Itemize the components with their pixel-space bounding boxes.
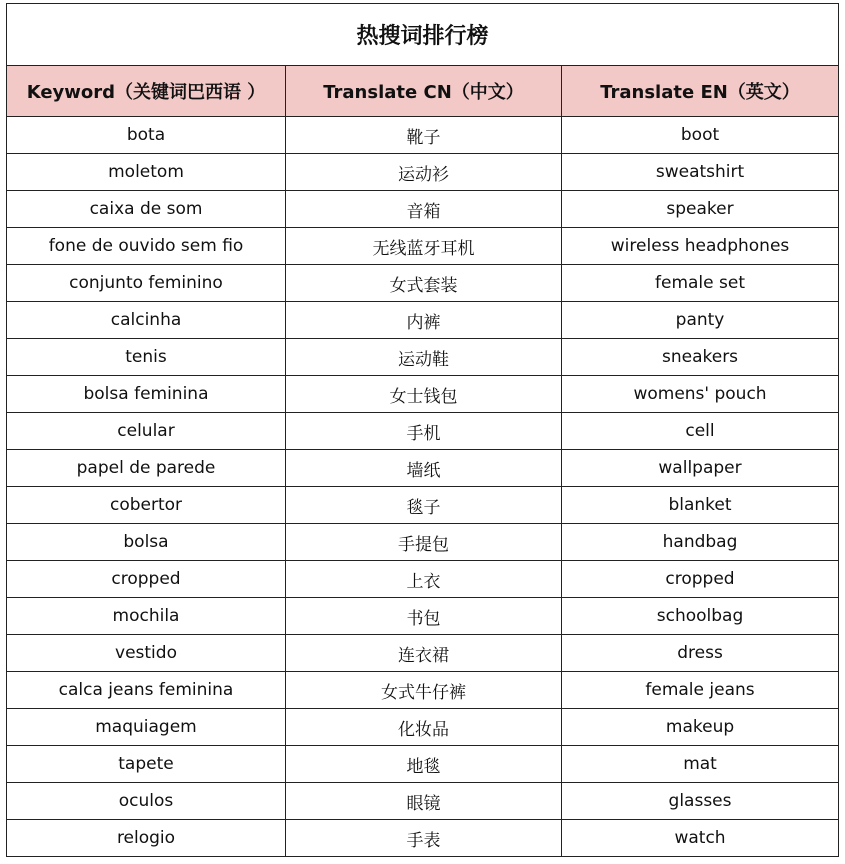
translate-cn-cell: 墙纸 (286, 450, 562, 487)
translate-cn-cell: 女式牛仔裤 (286, 672, 562, 709)
translate-en-cell: sweatshirt (562, 154, 839, 191)
keyword-cell: bolsa feminina (7, 376, 286, 413)
translate-cn-cell: 靴子 (286, 117, 562, 154)
translate-en-cell: panty (562, 302, 839, 339)
translate-cn-cell: 地毯 (286, 746, 562, 783)
translate-cn-cell: 手表 (286, 820, 562, 857)
translate-en-cell: boot (562, 117, 839, 154)
table-row (7, 561, 839, 598)
keyword-cell: conjunto feminino (7, 265, 286, 302)
translate-cn-cell: 上衣 (286, 561, 562, 598)
table-row (7, 450, 839, 487)
hot-keywords-table (6, 3, 839, 857)
table-row (7, 487, 839, 524)
translate-en-cell: cropped (562, 561, 839, 598)
table-row (7, 339, 839, 376)
keyword-cell: fone de ouvido sem fio (7, 228, 286, 265)
table-row (7, 265, 839, 302)
translate-cn-cell: 运动衫 (286, 154, 562, 191)
translate-en-cell: wallpaper (562, 450, 839, 487)
translate-en-cell: handbag (562, 524, 839, 561)
table-title: 热搜词排行榜 (7, 4, 839, 66)
translate-en-cell: schoolbag (562, 598, 839, 635)
table-row (7, 302, 839, 339)
header-translate-cn: Translate CN（中文） (286, 66, 562, 117)
translate-cn-cell: 眼镜 (286, 783, 562, 820)
translate-cn-cell: 毯子 (286, 487, 562, 524)
translate-cn-cell: 手提包 (286, 524, 562, 561)
keyword-cell: celular (7, 413, 286, 450)
translate-en-cell: cell (562, 413, 839, 450)
table-row (7, 598, 839, 635)
translate-en-cell: watch (562, 820, 839, 857)
translate-cn-cell: 无线蓝牙耳机 (286, 228, 562, 265)
translate-en-cell: makeup (562, 709, 839, 746)
keyword-cell: cobertor (7, 487, 286, 524)
keyword-cell: bolsa (7, 524, 286, 561)
keyword-cell: tapete (7, 746, 286, 783)
table-row (7, 524, 839, 561)
header-translate-en: Translate EN（英文） (562, 66, 839, 117)
keyword-cell: oculos (7, 783, 286, 820)
table-row (7, 413, 839, 450)
translate-cn-cell: 音箱 (286, 191, 562, 228)
table-row (7, 820, 839, 857)
translate-cn-cell: 女士钱包 (286, 376, 562, 413)
translate-cn-cell: 内裤 (286, 302, 562, 339)
keyword-cell: caixa de som (7, 191, 286, 228)
table-row (7, 709, 839, 746)
table-row (7, 746, 839, 783)
hot-keywords-table-container (6, 3, 838, 857)
translate-cn-cell: 运动鞋 (286, 339, 562, 376)
table-row (7, 635, 839, 672)
table-row (7, 672, 839, 709)
keyword-cell: calca jeans feminina (7, 672, 286, 709)
keyword-cell: mochila (7, 598, 286, 635)
translate-en-cell: dress (562, 635, 839, 672)
keyword-cell: vestido (7, 635, 286, 672)
table-row (7, 117, 839, 154)
translate-cn-cell: 手机 (286, 413, 562, 450)
translate-en-cell: glasses (562, 783, 839, 820)
keyword-cell: cropped (7, 561, 286, 598)
table-row (7, 376, 839, 413)
keyword-cell: relogio (7, 820, 286, 857)
table-body (7, 117, 839, 857)
translate-en-cell: female set (562, 265, 839, 302)
table-row (7, 154, 839, 191)
translate-cn-cell: 女式套装 (286, 265, 562, 302)
translate-en-cell: mat (562, 746, 839, 783)
translate-en-cell: wireless headphones (562, 228, 839, 265)
table-row (7, 228, 839, 265)
translate-cn-cell: 书包 (286, 598, 562, 635)
translate-en-cell: female jeans (562, 672, 839, 709)
translate-en-cell: sneakers (562, 339, 839, 376)
translate-cn-cell: 化妆品 (286, 709, 562, 746)
keyword-cell: bota (7, 117, 286, 154)
keyword-cell: maquiagem (7, 709, 286, 746)
translate-en-cell: womens' pouch (562, 376, 839, 413)
header-keyword: Keyword（关键词巴西语 ） (7, 66, 286, 117)
table-row (7, 191, 839, 228)
keyword-cell: tenis (7, 339, 286, 376)
table-row (7, 783, 839, 820)
keyword-cell: moletom (7, 154, 286, 191)
translate-en-cell: speaker (562, 191, 839, 228)
translate-en-cell: blanket (562, 487, 839, 524)
keyword-cell: papel de parede (7, 450, 286, 487)
keyword-cell: calcinha (7, 302, 286, 339)
translate-cn-cell: 连衣裙 (286, 635, 562, 672)
